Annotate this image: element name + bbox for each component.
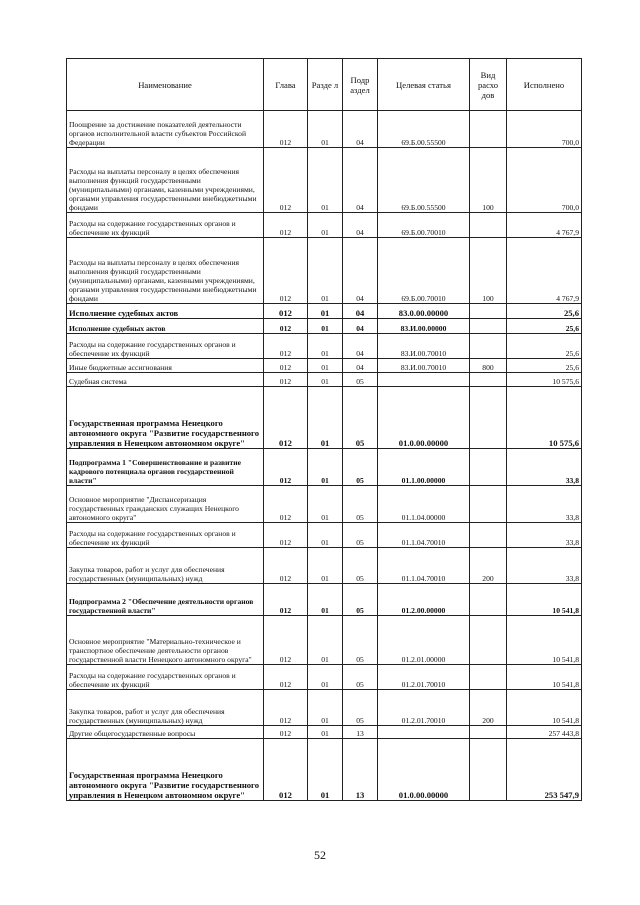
row-vid	[470, 616, 507, 665]
row-glava: 012	[264, 690, 308, 726]
row-amount: 10 541,8	[507, 584, 582, 616]
budget-table	[66, 58, 582, 801]
row-glava: 012	[264, 304, 308, 319]
row-razdel: 01	[308, 238, 343, 304]
row-podrazdel: 05	[343, 387, 378, 449]
row-vid	[470, 213, 507, 238]
row-amount: 33,8	[507, 449, 582, 486]
row-name: Иные бюджетные ассигнования	[67, 359, 264, 373]
row-razdel: 01	[308, 486, 343, 523]
row-vid: 100	[470, 238, 507, 304]
table-row	[67, 665, 582, 690]
table-row	[67, 449, 582, 486]
row-razdel: 01	[308, 359, 343, 373]
table-row	[67, 111, 582, 148]
table-row	[67, 584, 582, 616]
table-row	[67, 739, 582, 801]
row-amount: 33,8	[507, 486, 582, 523]
row-vid: 100	[470, 148, 507, 213]
row-podrazdel: 05	[343, 616, 378, 665]
row-name: Основное мероприятие "Диспансеризация государственных гражданских служащих Ненецкого автономного округа"	[67, 486, 264, 523]
row-amount: 700,0	[507, 148, 582, 213]
row-razdel: 01	[308, 304, 343, 319]
row-podrazdel: 04	[343, 319, 378, 334]
row-razdel: 01	[308, 616, 343, 665]
row-amount: 10 541,8	[507, 690, 582, 726]
row-razdel: 01	[308, 387, 343, 449]
row-vid	[470, 486, 507, 523]
row-name: Расходы на содержание государственных органов и обеспечение их функций	[67, 213, 264, 238]
row-vid	[470, 387, 507, 449]
row-razdel: 01	[308, 373, 343, 387]
table-row	[67, 304, 582, 319]
row-razdel: 01	[308, 334, 343, 359]
row-statya: 01.2.01.70010	[378, 690, 470, 726]
table-row	[67, 523, 582, 548]
row-amount: 4 767,9	[507, 213, 582, 238]
row-amount: 25,6	[507, 319, 582, 334]
page-number: 52	[314, 848, 326, 862]
row-razdel: 01	[308, 111, 343, 148]
row-amount: 253 547,9	[507, 739, 582, 801]
row-glava: 012	[264, 111, 308, 148]
row-statya: 83.0.00.00000	[378, 304, 470, 319]
row-glava: 012	[264, 486, 308, 523]
table-row	[67, 548, 582, 584]
row-statya: 01.0.00.00000	[378, 387, 470, 449]
row-statya: 01.2.00.00000	[378, 584, 470, 616]
table-header-row	[67, 59, 582, 111]
row-podrazdel: 05	[343, 373, 378, 387]
table-body	[67, 111, 582, 801]
row-name: Закупка товаров, работ и услуг для обеспечения государственных (муниципальных) нужд	[67, 548, 264, 584]
row-statya	[378, 373, 470, 387]
table-row	[67, 616, 582, 665]
row-podrazdel: 04	[343, 359, 378, 373]
row-razdel: 01	[308, 319, 343, 334]
row-razdel: 01	[308, 523, 343, 548]
row-glava: 012	[264, 665, 308, 690]
row-statya: 01.1.00.00000	[378, 449, 470, 486]
row-statya: 69.Б.00.70010	[378, 213, 470, 238]
row-vid	[470, 449, 507, 486]
row-glava: 012	[264, 523, 308, 548]
row-statya: 01.1.04.70010	[378, 523, 470, 548]
row-name: Поощрение за достижение показателей деятельности органов исполнительной власти субъектов Российской Федерации	[67, 111, 264, 148]
row-name: Исполнение судебных актов	[67, 304, 264, 319]
row-statya: 69.Б.00.55500	[378, 111, 470, 148]
row-amount: 33,8	[507, 548, 582, 584]
row-statya: 01.0.00.00000	[378, 739, 470, 801]
row-vid	[470, 373, 507, 387]
row-statya: 69.Б.00.70010	[378, 238, 470, 304]
row-glava: 012	[264, 238, 308, 304]
row-name: Судебная система	[67, 373, 264, 387]
row-razdel: 01	[308, 548, 343, 584]
row-statya: 83.И.00.00000	[378, 319, 470, 334]
table-row	[67, 319, 582, 334]
row-podrazdel: 13	[343, 739, 378, 801]
row-name: Расходы на выплаты персоналу в целях обеспечения выполнения функций государственными (муниципальными) органами, казенными учреждениями, органами управления государственными внебюджетными фондами	[67, 238, 264, 304]
row-podrazdel: 05	[343, 584, 378, 616]
row-name: Закупка товаров, работ и услуг для обеспечения государственных (муниципальных) нужд	[67, 690, 264, 726]
row-razdel: 01	[308, 690, 343, 726]
header-podrazdel: Подр аздел	[343, 59, 378, 111]
row-razdel: 01	[308, 449, 343, 486]
row-amount: 25,6	[507, 304, 582, 319]
row-podrazdel: 05	[343, 665, 378, 690]
table-row	[67, 690, 582, 726]
row-statya: 01.2.01.70010	[378, 665, 470, 690]
row-vid: 800	[470, 359, 507, 373]
row-name: Основное мероприятие "Материально-техническое и транспортное обеспечение деятельности органов государственной власти Ненецкого автономного округа"	[67, 616, 264, 665]
row-name: Подпрограмма 2 "Обеспечение деятельности органов государственной власти"	[67, 584, 264, 616]
row-amount: 33,8	[507, 523, 582, 548]
table-row	[67, 148, 582, 213]
row-podrazdel: 05	[343, 449, 378, 486]
table-row	[67, 726, 582, 739]
row-vid: 200	[470, 548, 507, 584]
header-razdel: Разде л	[308, 59, 343, 111]
row-name: Расходы на содержание государственных органов и обеспечение их функций	[67, 523, 264, 548]
table-row	[67, 238, 582, 304]
row-glava: 012	[264, 319, 308, 334]
table-row	[67, 387, 582, 449]
row-name: Расходы на выплаты персоналу в целях обеспечения выполнения функций государственными (муниципальными) органами, казенными учреждениями, органами управления государственными внебюджетными фондами	[67, 148, 264, 213]
row-vid	[470, 739, 507, 801]
row-name: Расходы на содержание государственных органов и обеспечение их функций	[67, 334, 264, 359]
row-statya: 83.И.00.70010	[378, 359, 470, 373]
row-vid: 200	[470, 690, 507, 726]
row-name: Государственная программа Ненецкого автономного округа "Развитие государственного управления в Ненецком автономном округе"	[67, 387, 264, 449]
row-podrazdel: 04	[343, 148, 378, 213]
row-glava: 012	[264, 584, 308, 616]
row-vid	[470, 523, 507, 548]
row-statya: 01.1.04.00000	[378, 486, 470, 523]
row-vid	[470, 665, 507, 690]
row-razdel: 01	[308, 584, 343, 616]
row-statya	[378, 726, 470, 739]
row-razdel: 01	[308, 665, 343, 690]
header-glava: Глава	[264, 59, 308, 111]
row-podrazdel: 05	[343, 548, 378, 584]
row-vid	[470, 319, 507, 334]
row-glava: 012	[264, 213, 308, 238]
row-amount: 4 767,9	[507, 238, 582, 304]
row-name: Другие общегосударственные вопросы	[67, 726, 264, 739]
row-statya: 69.Б.00.55500	[378, 148, 470, 213]
row-amount: 700,0	[507, 111, 582, 148]
row-podrazdel: 05	[343, 523, 378, 548]
row-name: Расходы на содержание государственных органов и обеспечение их функций	[67, 665, 264, 690]
table-row	[67, 373, 582, 387]
row-vid	[470, 334, 507, 359]
row-podrazdel: 05	[343, 486, 378, 523]
row-amount: 10 541,8	[507, 665, 582, 690]
table-row	[67, 213, 582, 238]
row-glava: 012	[264, 449, 308, 486]
row-glava: 012	[264, 148, 308, 213]
row-statya: 01.2.01.00000	[378, 616, 470, 665]
row-statya: 01.1.04.70010	[378, 548, 470, 584]
row-razdel: 01	[308, 148, 343, 213]
row-vid	[470, 111, 507, 148]
row-razdel: 01	[308, 726, 343, 739]
row-vid	[470, 726, 507, 739]
row-podrazdel: 04	[343, 334, 378, 359]
row-podrazdel: 05	[343, 690, 378, 726]
row-name: Подпрограмма 1 "Совершенствование и развитие кадрового потенциала органов государственной власти"	[67, 449, 264, 486]
row-amount: 10 575,6	[507, 387, 582, 449]
row-podrazdel: 04	[343, 111, 378, 148]
row-razdel: 01	[308, 213, 343, 238]
header-vid: Вид расхо дов	[470, 59, 507, 111]
row-amount: 25,6	[507, 334, 582, 359]
table-row	[67, 486, 582, 523]
row-vid	[470, 584, 507, 616]
table-row	[67, 359, 582, 373]
row-glava: 012	[264, 548, 308, 584]
row-vid	[470, 304, 507, 319]
row-glava: 012	[264, 373, 308, 387]
row-glava: 012	[264, 387, 308, 449]
row-podrazdel: 13	[343, 726, 378, 739]
row-statya: 83.И.00.70010	[378, 334, 470, 359]
row-razdel: 01	[308, 739, 343, 801]
row-glava: 012	[264, 726, 308, 739]
table-row	[67, 334, 582, 359]
row-name: Исполнение судебных актов	[67, 319, 264, 334]
row-glava: 012	[264, 359, 308, 373]
header-name: Наименование	[67, 59, 264, 111]
row-amount: 10 541,8	[507, 616, 582, 665]
row-glava: 012	[264, 616, 308, 665]
row-podrazdel: 04	[343, 304, 378, 319]
row-glava: 012	[264, 739, 308, 801]
header-statya: Целевая статья	[378, 59, 470, 111]
row-amount: 10 575,6	[507, 373, 582, 387]
row-podrazdel: 04	[343, 213, 378, 238]
row-podrazdel: 04	[343, 238, 378, 304]
row-glava: 012	[264, 334, 308, 359]
row-name: Государственная программа Ненецкого автономного округа "Развитие государственного управления в Ненецком автономном округе"	[67, 739, 264, 801]
row-amount: 257 443,8	[507, 726, 582, 739]
row-amount: 25,6	[507, 359, 582, 373]
header-amount: Исполнено	[507, 59, 582, 111]
